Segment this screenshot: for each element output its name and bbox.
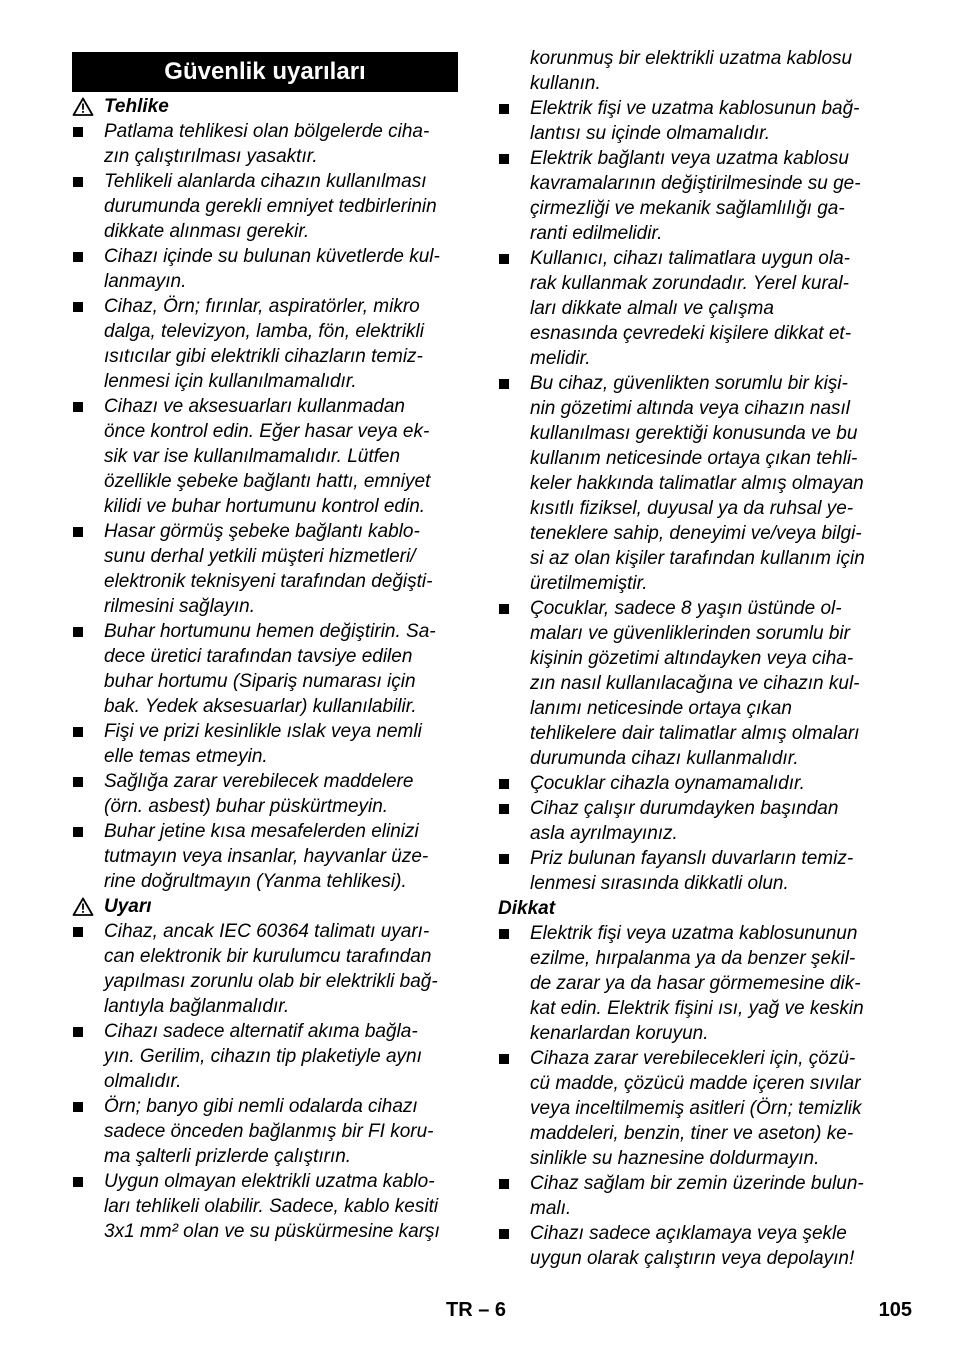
list-item-line: ları tehlikeli olabilir. Sadece, kablo kesiti: [104, 1196, 439, 1217]
list-item: [72, 819, 458, 894]
list-item: [498, 921, 890, 1046]
footer-section-label: TR – 6: [446, 1299, 507, 1321]
list-item-line: önce kontrol edin. Eğer hasar veya ek-: [104, 421, 430, 442]
subheading-text: Dikkat: [498, 898, 556, 919]
list-item-line: 3x1 mm² olan ve su püskürmesine karşı: [104, 1221, 440, 1242]
right-column: [498, 46, 890, 1271]
right-column-body: [498, 46, 890, 1271]
list-item-line: kısıtlı fiziksel, duyusal ya da ruhsal ye-: [530, 498, 854, 519]
list-item-line: teneklere sahip, deneyimi ve/veya bilgi-: [530, 523, 862, 544]
square-bullet-icon: [499, 254, 509, 264]
list-item-line: si az olan kişiler tarafından kullanım için: [530, 548, 865, 569]
list-item: [498, 596, 890, 771]
list-item: [72, 1169, 458, 1244]
list-item-line: Tehlikeli alanlarda cihazın kullanılması: [104, 171, 427, 192]
list-item-line: özellikle şebeke bağlantı hattı, emniyet: [104, 471, 431, 492]
list-item-line: Bu cihaz, güvenlikten sorumlu bir kişi-: [530, 373, 848, 394]
list-item-line: durumunda gerekli emniyet tedbirlerinin: [104, 196, 437, 217]
list-item-line: lenmesi için kullanılmamalıdır.: [104, 371, 357, 392]
list-item-line: de zarar ya da hasar görmemesine dik-: [530, 973, 861, 994]
square-bullet-icon: [73, 1177, 83, 1187]
square-bullet-icon: [499, 1054, 509, 1064]
list-item-line: zın nasıl kullanılacağına ve cihazın kul-: [530, 673, 860, 694]
list-item-line: lanmayın.: [104, 271, 187, 292]
left-column: [72, 52, 458, 1244]
list-item: [498, 1221, 890, 1271]
section-heading: Güvenlik uyarıları: [72, 52, 458, 92]
subheading: [498, 896, 890, 921]
list-item-line: maları ve güvenliklerinden sorumlu bir: [530, 623, 850, 644]
list-item-line: uygun olarak çalıştırın veya depolayın!: [530, 1248, 855, 1269]
list-item-line: Cihaz, ancak IEC 60364 talimatı uyarı-: [104, 921, 430, 942]
list-item-line: Çocuklar cihazla oynamamalıdır.: [530, 773, 805, 794]
list-item-line: üretilmemiştir.: [530, 573, 648, 594]
list-item-line: buhar hortumu (Sipariş numarası için: [104, 671, 416, 692]
square-bullet-icon: [499, 1229, 509, 1239]
list-item-line: kullanın.: [530, 73, 601, 94]
list-item-line: Sağlığa zarar verebilecek maddelere: [104, 771, 414, 792]
list-item-line: ma şalterli prizlerde çalıştırın.: [104, 1146, 352, 1167]
list-item-line: Cihazı sadece alternatif akıma bağla-: [104, 1021, 418, 1042]
list-item-line: rilmesini sağlayın.: [104, 596, 255, 617]
list-item-line: Cihaz çalışır durumdayken başından: [530, 798, 839, 819]
list-item-line: Fişi ve prizi kesinlikle ıslak veya nemli: [104, 721, 422, 742]
square-bullet-icon: [73, 827, 83, 837]
list-item: [498, 796, 890, 846]
list-item-line: rak kullanmak zorundadır. Yerel kural-: [530, 273, 849, 294]
list-item-line: zın çalıştırılması yasaktır.: [104, 146, 318, 167]
list-item-line: durumunda cihazı kullanmalıdır.: [530, 748, 799, 769]
square-bullet-icon: [73, 727, 83, 737]
square-bullet-icon: [73, 402, 83, 412]
square-bullet-icon: [499, 604, 509, 614]
list-item-line: malı.: [530, 1198, 572, 1219]
list-item-line: sunu derhal yetkili müşteri hizmetleri/: [104, 546, 416, 567]
square-bullet-icon: [73, 527, 83, 537]
list-item-line: Buhar hortumunu hemen değiştirin. Sa-: [104, 621, 436, 642]
list-item-line: lantısı su içinde olmamalıdır.: [530, 123, 771, 144]
list-item: [72, 294, 458, 394]
warning-triangle-icon: [72, 894, 104, 916]
square-bullet-icon: [73, 627, 83, 637]
list-item-line: tutmayın veya insanlar, hayvanlar üze-: [104, 846, 429, 867]
list-item-line: Cihaz sağlam bir zemin üzerinde bulun-: [530, 1173, 864, 1194]
list-item: [498, 371, 890, 596]
subheading: [72, 94, 458, 119]
list-item-line: cü madde, çözücü madde içeren sıvılar: [530, 1073, 861, 1094]
square-bullet-icon: [73, 127, 83, 137]
list-item-line: çirmezliği ve mekanik sağlamlılığı ga-: [530, 198, 845, 219]
square-bullet-icon: [73, 927, 83, 937]
subheading-text: Uyarı: [104, 896, 152, 917]
list-item: [72, 169, 458, 244]
list-item-line: Buhar jetine kısa mesafelerden elinizi: [104, 821, 419, 842]
square-bullet-icon: [499, 779, 509, 789]
list-item: [498, 96, 890, 146]
list-item: [72, 244, 458, 294]
list-item-line: Elektrik fişi veya uzatma kablosununun: [530, 923, 858, 944]
list-item-line: Çocuklar, sadece 8 yaşın üstünde ol-: [530, 598, 842, 619]
list-item-line: olmalıdır.: [104, 1071, 182, 1092]
list-item-line: keler hakkında talimatlar almış olmayan: [530, 473, 864, 494]
list-item: [498, 246, 890, 371]
list-item-line: Cihazı sadece açıklamaya veya şekle: [530, 1223, 847, 1244]
list-item-line: Uygun olmayan elektrikli uzatma kablo-: [104, 1171, 435, 1192]
list-item-line: elektronik teknisyeni tarafından değişti-: [104, 571, 433, 592]
list-item-line: ranti edilmelidir.: [530, 223, 663, 244]
list-item: [72, 394, 458, 519]
square-bullet-icon: [499, 104, 509, 114]
list-item-line: ezilme, hırpalanma ya da benzer şekil-: [530, 948, 856, 969]
list-item-line: lantıyla bağlanmalıdır.: [104, 996, 290, 1017]
list-item-line: esnasında çevredeki kişilere dikkat et-: [530, 323, 852, 344]
subheading: [72, 894, 458, 919]
list-item-line: Cihaz, Örn; fırınlar, aspiratörler, mikro: [104, 296, 420, 317]
list-item-line: kilidi ve buhar hortumunu kontrol edin.: [104, 496, 426, 517]
subheading-text: Tehlike: [104, 96, 169, 117]
list-item-line: Priz bulunan fayanslı duvarların temiz-: [530, 848, 854, 869]
list-item-line: maddeleri, benzin, tiner ve aseton) ke-: [530, 1123, 854, 1144]
square-bullet-icon: [499, 854, 509, 864]
square-bullet-icon: [73, 177, 83, 187]
list-item-line: Kullanıcı, cihazı talimatlara uygun ola-: [530, 248, 850, 269]
list-item-line: Hasar görmüş şebeke bağlantı kablo-: [104, 521, 420, 542]
list-item-line: yın. Gerilim, cihazın tip plaketiyle aynı: [104, 1046, 422, 1067]
square-bullet-icon: [73, 252, 83, 262]
list-item-line: (örn. asbest) buhar püskürtmeyin.: [104, 796, 389, 817]
list-item-line: elle temas etmeyin.: [104, 746, 268, 767]
list-item-line: Elektrik bağlantı veya uzatma kablosu: [530, 148, 849, 169]
list-item-line: kullanım neticesinde ortaya çıkan tehli-: [530, 448, 858, 469]
list-item-line: Cihaza zarar verebilecekleri için, çözü-: [530, 1048, 856, 1069]
list-item: [498, 771, 890, 796]
list-item-line: asla ayrılmayınız.: [530, 823, 678, 844]
square-bullet-icon: [73, 1027, 83, 1037]
list-item: [498, 846, 890, 896]
square-bullet-icon: [73, 777, 83, 787]
list-item-line: Cihazı ve aksesuarları kullanmadan: [104, 396, 405, 417]
square-bullet-icon: [499, 929, 509, 939]
list-item-line: kavramalarının değiştirilmesinde su ge-: [530, 173, 861, 194]
list-item-line: lenmesi sırasında dikkatli olun.: [530, 873, 789, 894]
list-item-line: sik var ise kullanılmamalıdır. Lütfen: [104, 446, 401, 467]
list-item: [498, 1171, 890, 1221]
list-item-line: bak. Yedek aksesuarlar) kullanılabilir.: [104, 696, 417, 717]
list-item-line: dalga, televizyon, lamba, fön, elektrikli: [104, 321, 424, 342]
list-item-line: can elektronik bir kurulumcu tarafından: [104, 946, 432, 967]
list-item-line: nin gözetimi altında veya cihazın nasıl: [530, 398, 851, 419]
list-item-line: dece üretici tarafından tavsiye edilen: [104, 646, 413, 667]
list-item: [72, 1019, 458, 1094]
list-item: [72, 769, 458, 819]
list-item: [72, 619, 458, 719]
list-item-line: Elektrik fişi ve uzatma kablosunun bağ-: [530, 98, 860, 119]
list-item-line: veya inceltilmemiş asitleri (Örn; temizlik: [530, 1098, 862, 1119]
list-item: [72, 519, 458, 619]
list-item-line: yapılması zorunlu olab bir elektrikli bağ-: [104, 971, 438, 992]
list-item-line: kenarlardan koruyun.: [530, 1023, 709, 1044]
square-bullet-icon: [499, 379, 509, 389]
list-item-line: kat edin. Elektrik fişini ısı, yağ ve keskin: [530, 998, 864, 1019]
square-bullet-icon: [73, 1102, 83, 1112]
list-item-line: sinlikle su haznesine doldurmayın.: [530, 1148, 820, 1169]
square-bullet-icon: [499, 1179, 509, 1189]
list-item-line: Patlama tehlikesi olan bölgelerde ciha-: [104, 121, 430, 142]
list-item: [498, 1046, 890, 1171]
list-item-line: ları dikkate almalı ve çalışma: [530, 298, 774, 319]
list-item-line: dikkate alınması gerekir.: [104, 221, 310, 242]
square-bullet-icon: [499, 154, 509, 164]
square-bullet-icon: [499, 804, 509, 814]
list-item-line: ısıtıcılar gibi elektrikli cihazların temiz-: [104, 346, 423, 367]
list-item-line: rine doğrultmayın (Yanma tehlikesi).: [104, 871, 407, 892]
list-item-line: Örn; banyo gibi nemli odalarda cihazı: [104, 1096, 418, 1117]
list-item-line: tehlikelere dair talimatlar almış olmaları: [530, 723, 860, 744]
list-item-line: melidir.: [530, 348, 591, 369]
list-item-line: lanımı neticesinde ortaya çıkan: [530, 698, 792, 719]
warning-triangle-icon: [72, 94, 104, 116]
list-item: [72, 919, 458, 1019]
square-bullet-icon: [73, 302, 83, 312]
list-item-line: kullanılması gerektiği konusunda ve bu: [530, 423, 858, 444]
list-item: [72, 719, 458, 769]
list-item-line: kişinin gözetimi altındayken veya ciha-: [530, 648, 854, 669]
list-item: [498, 146, 890, 246]
page-number: 105: [878, 1299, 912, 1321]
list-item-line: Cihazı içinde su bulunan küvetlerde kul-: [104, 246, 440, 267]
list-item: [72, 119, 458, 169]
left-column-body: [72, 94, 458, 1244]
list-item-line: sadece önceden bağlanmış bir FI koru-: [104, 1121, 434, 1142]
list-item-continued: [498, 46, 890, 96]
list-item: [72, 1094, 458, 1169]
list-item-line: korunmuş bir elektrikli uzatma kablosu: [530, 48, 853, 69]
